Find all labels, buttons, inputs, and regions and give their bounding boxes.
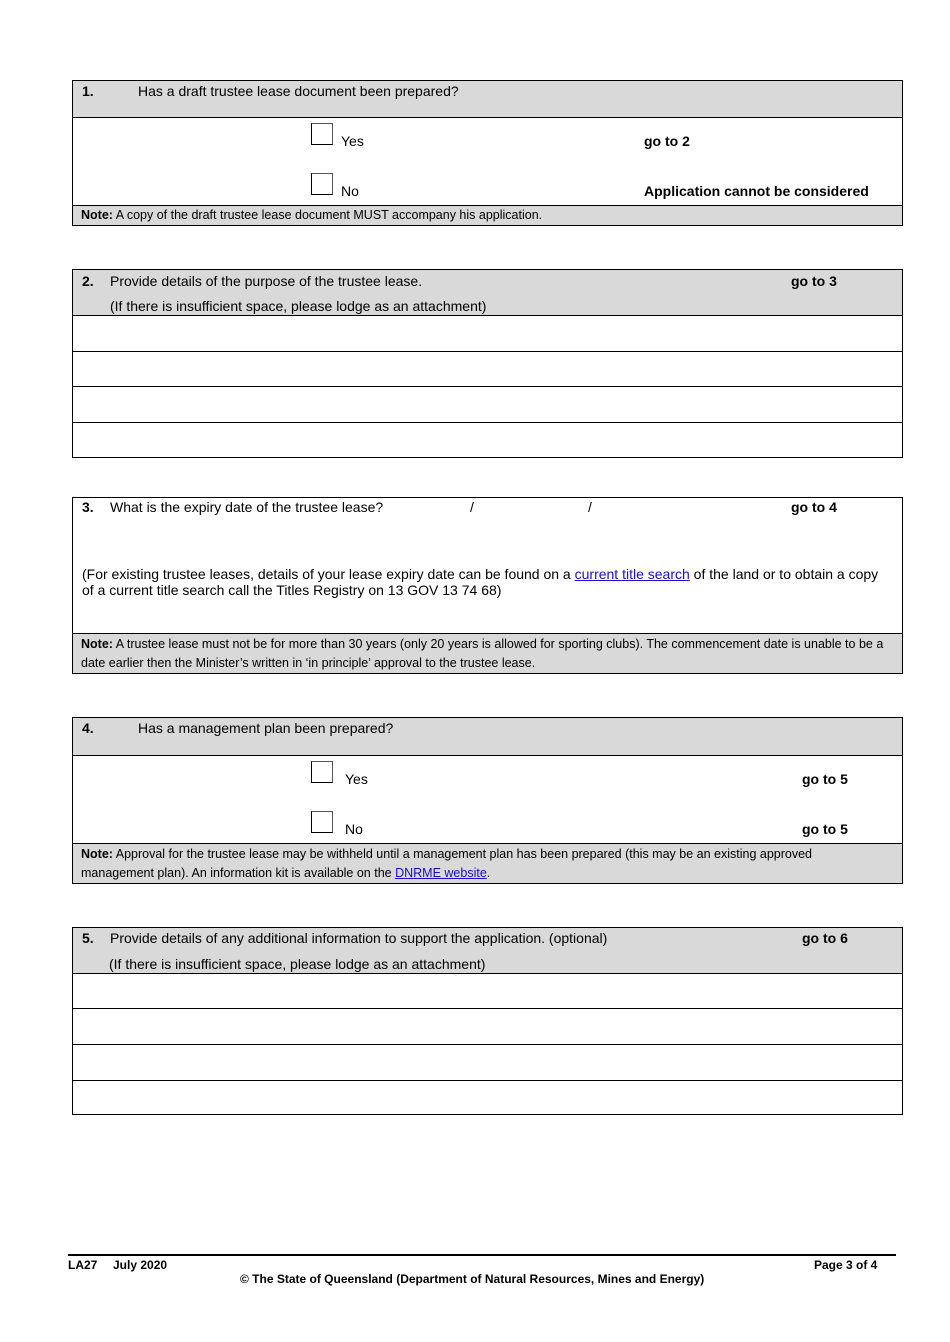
question-3-section [72, 497, 903, 674]
expiry-year-field[interactable] [601, 498, 721, 518]
current-title-search-link[interactable]: current title search [574, 566, 690, 582]
q3-note-label: Note: [81, 637, 113, 651]
question-4-section [72, 717, 903, 884]
question-2-hint: (If there is insufficient space, please lodge as an attachment) [110, 298, 487, 314]
question-4-number: 4. [82, 720, 94, 736]
q5-answer-line-2[interactable] [73, 1009, 902, 1043]
question-5-text: Provide details of any additional information to support the application. (optional) [110, 930, 608, 946]
q1-yes-action: go to 2 [644, 133, 690, 149]
q4-note-label: Note: [81, 847, 113, 861]
q5-answer-line-1[interactable] [73, 974, 902, 1008]
question-2-text: Provide details of the purpose of the trustee lease. [110, 273, 423, 289]
question-5-number: 5. [82, 930, 94, 946]
expiry-month-field[interactable] [483, 498, 583, 518]
q2-answer-line-4[interactable] [73, 423, 902, 457]
question-5-goto: go to 6 [802, 930, 848, 946]
question-2-section [72, 269, 903, 458]
q1-yes-label: Yes [341, 133, 364, 149]
q1-no-label: No [341, 183, 359, 199]
q4-note-text: Approval for the trustee lease may be withheld until a management plan has been prepared (this may be an existing approved management plan). An information kit is available on the [81, 847, 812, 880]
q5-answer-line-3[interactable] [73, 1045, 902, 1079]
q4-no-checkbox[interactable] [311, 811, 333, 833]
q3-note-text: A trustee lease must not be for more than 30 years (only 20 years is allowed for sporting clubs). The commencement date is unable to be a date earlier then the Minister’s written in ‘in principle’ approval to the trustee lease. [81, 637, 884, 670]
question-5-hint: (If there is insufficient space, please lodge as an attachment) [109, 956, 486, 972]
expiry-day-field[interactable] [403, 498, 465, 518]
footer-copyright: © The State of Queensland (Department of Natural Resources, Mines and Energy) [240, 1272, 705, 1286]
q1-note-text: A copy of the draft trustee lease document MUST accompany his application. [112, 208, 543, 222]
q4-yes-label: Yes [345, 771, 368, 787]
question-3-note [73, 633, 902, 673]
q4-note-end: . [486, 866, 491, 880]
question-3-goto: go to 4 [791, 499, 837, 515]
q4-yes-action: go to 5 [802, 771, 848, 787]
q4-no-action: go to 5 [802, 821, 848, 837]
q4-yes-checkbox[interactable] [311, 761, 333, 783]
question-1-section [72, 80, 903, 226]
question-1-number: 1. [82, 83, 94, 99]
question-1-text: Has a draft trustee lease document been prepared? [138, 83, 459, 99]
q3-info-before: (For existing trustee leases, details of your lease expiry date can be found on a [82, 566, 575, 582]
question-2-number: 2. [82, 273, 94, 289]
footer-page-number: Page 3 of 4 [814, 1258, 878, 1272]
question-3-text: What is the expiry date of the trustee lease? [110, 499, 384, 515]
q2-answer-line-3[interactable] [73, 387, 902, 421]
q1-no-action: Application cannot be considered [644, 183, 869, 199]
question-5-section [72, 927, 903, 1115]
q1-yes-checkbox[interactable] [311, 123, 333, 145]
footer-form-code: LA27 [68, 1258, 98, 1272]
q5-answer-line-4[interactable] [73, 1081, 902, 1114]
question-2-goto: go to 3 [791, 273, 837, 289]
q1-no-checkbox[interactable] [311, 173, 333, 195]
footer-date: July 2020 [113, 1258, 168, 1272]
q4-no-label: No [345, 821, 363, 837]
q1-note-label: Note: [81, 208, 113, 222]
q3-info-after: of the land or to obtain a copy of a current title search call the Titles Registry on 13 GOV 13 74 68) [82, 566, 879, 598]
question-1-note [73, 205, 902, 225]
question-4-note [73, 843, 902, 883]
question-3-number: 3. [82, 499, 94, 515]
footer-rule [68, 1254, 896, 1256]
question-4-text: Has a management plan been prepared? [138, 720, 394, 736]
q2-answer-line-2[interactable] [73, 352, 902, 386]
date-separator-2: / [588, 499, 592, 515]
dnrme-website-link[interactable]: DNRME website [395, 866, 487, 880]
date-separator-1: / [470, 499, 474, 515]
q2-answer-line-1[interactable] [73, 316, 902, 350]
question-3-info [82, 566, 882, 598]
